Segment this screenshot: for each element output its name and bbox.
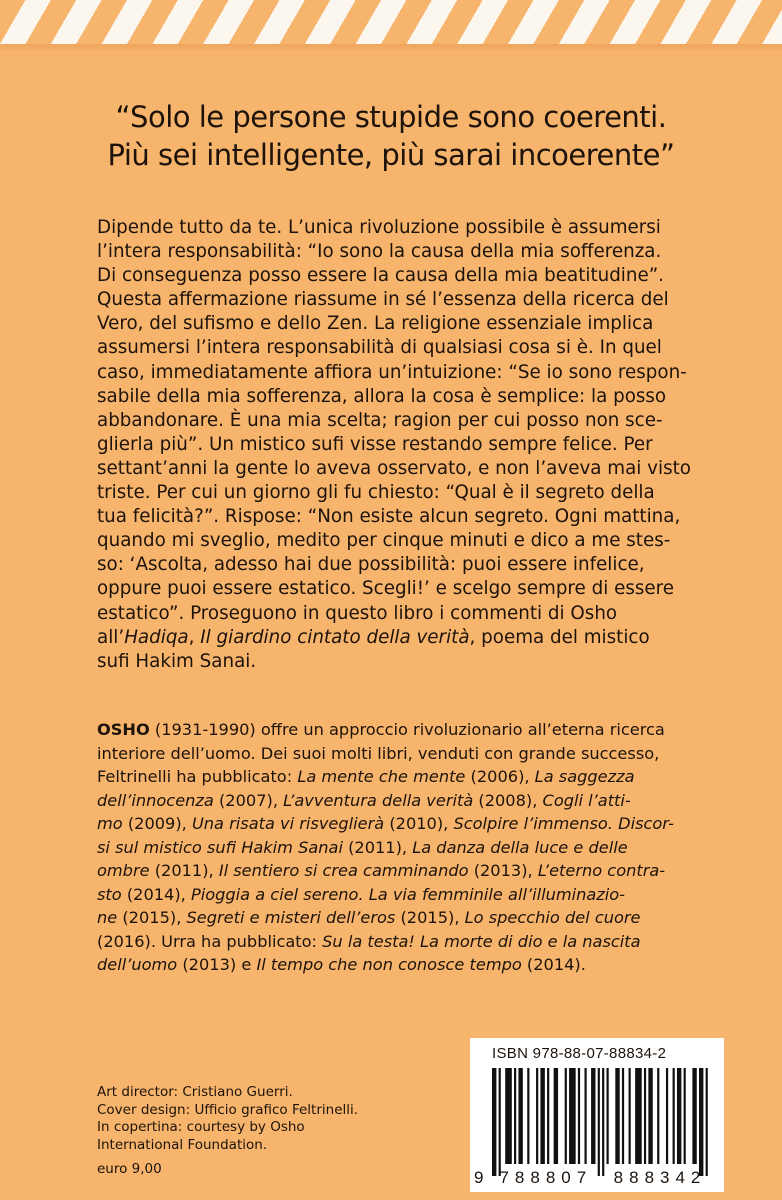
book-title: ombre — [97, 861, 150, 880]
book-title: Hadiqa — [124, 626, 189, 648]
barcode-bar — [499, 1068, 501, 1176]
barcode-bar — [492, 1068, 496, 1176]
stripe-shadow — [0, 44, 782, 52]
text: , — [188, 626, 201, 648]
blurb-line: so: ‘Ascolta, adesso hai due possibilità: puoi essere infelice, — [97, 554, 645, 576]
blurb-line: quando mi sveglio, medito per cinque minuti e dico a me stes- — [97, 530, 671, 552]
barcode-bar — [540, 1068, 544, 1164]
credit-line: Art director: Cristiano Guerri. — [97, 1084, 293, 1100]
text: (2010), — [384, 814, 454, 833]
barcode-graphic — [492, 1068, 710, 1176]
credit-line: Cover design: Ufficio grafico Feltrinelli. — [97, 1101, 359, 1118]
barcode-bar — [514, 1068, 516, 1164]
blurb-line: oppure puoi essere estatico. Scegli!’ e scelgo sempre di essere — [97, 578, 674, 600]
barcode-bar — [527, 1068, 529, 1164]
book-title: Cogli l’atti- — [542, 790, 631, 810]
barcode-digits — [474, 1168, 722, 1188]
credit-line: International Foundation. — [97, 1136, 268, 1153]
blurb-line: assumersi l’intera responsabilità di qualsiasi cosa si è. In quel — [97, 337, 662, 359]
blurb-line: Vero, del sufismo e dello Zen. La religione essenziale implica — [97, 313, 654, 335]
text: (2006), — [465, 767, 535, 786]
blurb-line: settant’anni la gente lo aveva osservato, e non l’aveva mai visto — [97, 457, 691, 479]
blurb-line: caso, immediatamente affiora un’intuizione: “Se io sono respon- — [97, 361, 687, 383]
book-title: mo — [97, 814, 123, 833]
barcode-bar — [635, 1068, 642, 1164]
blurb-line: triste. Per cui un giorno gli fu chiesto: “Qual è il segreto della — [97, 482, 655, 504]
isbn-label: ISBN 978-88-07-88834-2 — [492, 1045, 667, 1062]
barcode-bar — [622, 1068, 624, 1164]
text: all’ — [97, 626, 125, 648]
barcode-bar — [598, 1068, 600, 1176]
book-title: Il tempo che non conosce tempo — [256, 955, 522, 974]
book-title: La danza della luce e delle — [412, 837, 628, 857]
bio-line — [97, 953, 709, 977]
book-title: L’eterno contra- — [537, 861, 666, 880]
text: , poema del mistico — [469, 626, 650, 648]
barcode-bar — [536, 1068, 538, 1164]
book-title: Lo specchio del cuore — [464, 908, 641, 927]
bio-line — [97, 789, 709, 813]
book-title: L’avventura della verità — [283, 790, 474, 810]
text: (2014). — [521, 955, 586, 974]
quote-line-2: Più sei intelligente, più sarai incoerente” — [107, 138, 675, 172]
barcode-bar — [692, 1068, 696, 1164]
bio-line — [97, 906, 709, 930]
blurb-paragraph — [97, 216, 709, 674]
cover-quote — [80, 98, 702, 174]
book-title: La saggezza — [534, 767, 635, 786]
barcode-bar — [706, 1068, 708, 1176]
text: (2009), — [122, 814, 192, 833]
barcode-bar — [554, 1068, 558, 1164]
bio-line — [97, 718, 709, 742]
text: (2015), — [117, 908, 187, 927]
bio-line: interiore dell’uomo. Dei suoi molti libri, venduti con grande successo, — [97, 743, 660, 763]
book-title: dell’innocenza — [97, 790, 214, 810]
barcode-bar — [505, 1068, 512, 1164]
text: (1931-1990) offre un approccio rivoluzionario all’eterna ricerca — [149, 720, 665, 739]
blurb-line: Questa affermazione riassume in sé l’essenza della ricerca del — [97, 289, 669, 311]
book-title: Il sentiero si crea camminando — [218, 861, 469, 880]
barcode-bar — [547, 1068, 549, 1164]
blurb-line: l’intera responsabilità: “Io sono la causa della mia sofferenza. — [97, 241, 662, 263]
barcode-bar — [607, 1068, 609, 1164]
blurb-line: Dipende tutto da te. L’unica rivoluzione possibile è assumersi — [97, 217, 661, 238]
book-title: Su la testa! La morte di dio e la nascita — [322, 931, 641, 951]
blurb-line: tua felicità?”. Rispose: “Non esiste alcun segreto. Ogni mattina, — [97, 506, 681, 528]
book-title: si sul mistico sufi Hakim Sanai — [97, 837, 343, 857]
book-title: La mente che mente — [297, 767, 466, 786]
text: (2011), — [149, 861, 219, 880]
book-title: Una risata vi risveglierà — [191, 814, 385, 833]
barcode-bar — [657, 1068, 659, 1164]
barcode-bar — [677, 1068, 681, 1164]
blurb-line: Di conseguenza posso essere la causa della mia beatitudine”. — [97, 265, 664, 287]
barcode-bar — [569, 1068, 576, 1164]
text: (2016). Urra ha pubblicato: — [97, 931, 323, 951]
blurb-line: glierla più”. Un mistico sufi visse restando sempre felice. Per — [97, 433, 653, 455]
barcode-bar — [615, 1068, 619, 1164]
credit-line: In copertina: courtesy by Osho — [97, 1119, 305, 1135]
barcode-digit-group: 788807 — [499, 1168, 593, 1187]
book-title: Segreti e misteri dell’eros — [186, 908, 396, 927]
bio-line — [97, 765, 709, 789]
barcode-bar — [699, 1068, 703, 1176]
credits-block — [97, 1084, 358, 1154]
book-title: dell’uomo — [97, 955, 178, 974]
author-name: OSHO — [97, 720, 150, 739]
text: Feltrinelli ha pubblicato: — [97, 767, 298, 786]
blurb-line: estatico”. Proseguono in questo libro i commenti di Osho — [97, 602, 618, 624]
barcode-bar — [684, 1068, 686, 1164]
book-title: ne — [97, 908, 118, 927]
bio-line — [97, 812, 709, 836]
barcode-bar — [518, 1068, 522, 1164]
barcode-bar — [666, 1068, 668, 1164]
bio-line — [97, 883, 709, 907]
author-bio — [97, 718, 709, 977]
book-title: Pioggia a ciel sereno. La via femminile all’illuminazio- — [190, 884, 626, 904]
blurb-line: sabile della mia sofferenza, allora la cosa è semplice: la posso — [97, 385, 667, 407]
text: (2008), — [473, 790, 543, 810]
barcode-bar — [644, 1068, 646, 1164]
text: (2007), — [213, 790, 284, 810]
bio-line — [97, 859, 709, 883]
blurb-line — [97, 626, 709, 650]
text: (2014), — [121, 884, 191, 904]
text: (2013) e — [177, 955, 257, 974]
barcode-bar — [602, 1068, 604, 1176]
book-title: sto — [97, 884, 122, 904]
bio-line — [97, 930, 709, 954]
barcode-digit-first: 9 — [474, 1168, 490, 1187]
book-title: Scolpire l’immenso. Discor- — [453, 814, 674, 833]
bio-line — [97, 836, 709, 860]
text: (2011), — [342, 837, 413, 857]
barcode-bar — [565, 1068, 567, 1164]
text: (2015), — [395, 908, 465, 927]
isbn-barcode-panel — [470, 1038, 724, 1192]
barcode-bar — [629, 1068, 631, 1164]
book-title: Il giardino cintato della verità — [200, 626, 470, 648]
barcode-bar — [648, 1068, 652, 1164]
barcode-bar — [591, 1068, 595, 1164]
barcode-bar — [578, 1068, 580, 1164]
striped-top-band — [0, 0, 782, 44]
blurb-line: abbandonare. È una mia scelta; ragion per cui posso non sce- — [97, 409, 663, 431]
blurb-line: sufi Hakim Sanai. — [97, 650, 257, 672]
quote-line-1: “Solo le persone stupide sono coerenti. — [115, 100, 667, 134]
barcode-digit-group: 888342 — [613, 1168, 707, 1187]
barcode-bar — [673, 1068, 675, 1164]
text: (2013), — [468, 861, 538, 880]
price-label: euro 9,00 — [97, 1161, 162, 1177]
barcode-bar — [584, 1068, 586, 1164]
